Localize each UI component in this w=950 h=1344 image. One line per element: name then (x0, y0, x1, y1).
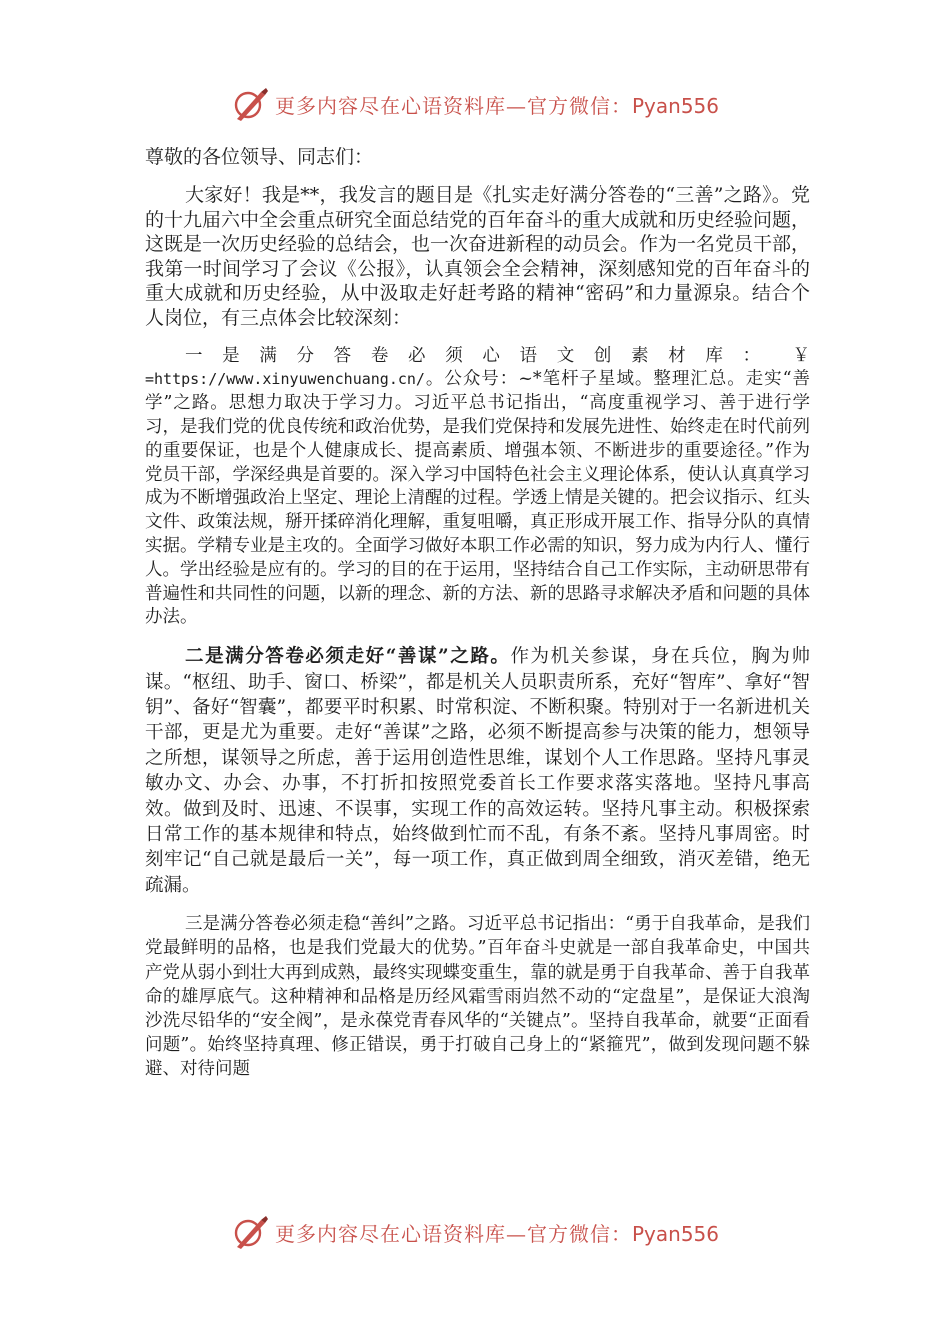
banner-text: 更多内容尽在心语资料库—官方微信：Pyan556 (274, 1221, 719, 1246)
paragraph-intro: 大家好！我是**，我发言的题目是《扎实走好满分答卷的“三善”之路》。党的十九届六中全会重点研究全面总结党的百年奋斗的重大成就和历史经验问题，这既是一次历史经验的总结会，也一次奋进新程的动员会。作为一名党员干部，我第一时间学习了会议《公报》，认真领会全会精神，深刻感知党的百年奋斗的重大成就和历史经验，从中汲取走好赶考路的精神“密码”和力量源泉。结合个人岗位，有三点体会比较深刻： (145, 184, 811, 329)
footer-banner (0, 1212, 950, 1252)
currency-symbol: ￥ (779, 345, 810, 366)
paragraph-two (145, 644, 810, 898)
wechat-id: Pyan556 (631, 1221, 719, 1246)
paragraph-three: 三是满分答卷必须走稳“善纠”之路。习近平总书记指出：“勇于自我革命，是我们党最鲜明的品格，也是我们党最大的优势。”百年奋斗史就是一部自我革命史，中国共产党从弱小到壮大再到成熟，最终实现蝶变重生，靠的就是勇于自我革命、善于自我革命的雄厚底气。这种精神和品格是历经风霜雪雨岿然不动的“定盘星”，是保证大浪淘沙洗尽铅华的“安全阀”，是永葆党青春风华的“关键点”。坚持自我革命，就要“正面看问题”。始终坚持真理、修正错误，勇于打破自己身上的“紧箍咒”，做到发现问题不躲避、对待问题 (145, 914, 810, 1080)
paragraph-one (145, 345, 810, 631)
pen-circle-logo-icon (231, 86, 271, 122)
header-banner (0, 84, 950, 124)
url-part-b: www.xinyuwenchuang.cn/ (226, 370, 425, 389)
greeting: 尊敬的各位领导、同志们： (145, 146, 374, 168)
banner-text: 更多内容尽在心语资料库—官方微信：Pyan556 (274, 93, 719, 118)
paragraph-two-heading: 二是满分答卷必须走好“善谋”之路。 (185, 646, 511, 668)
paragraph-two-text: 作为机关参谋，身在兵位，胸为帅谋。“枢纽、助手、窗口、桥梁”，都是机关人员职责所系，充好“智库”、拿好“智钥”、备好“智囊”，都要平时积累、时常积淀、不断积聚。特别对于一名新进机关干部，更是尤为重要。走好“善谋”之路，必须不断提高参与决策的能力，想领导之所想，谋领导之所虑，善于运用创造性思维，谋划个人工作思路。坚持凡事灵敏办文、办会、办事，不打折扣按照党委首长工作要求落实落地。坚持凡事高效。做到及时、迅速、不误事，实现工作的高效运转。坚持凡事主动。积极探索日常工作的基本规律和特点，始终做到忙而不乱，有条不紊。坚持凡事周密。时刻牢记“自己就是最后一关”，每一项工作，真正做到周全细致，消灭差错，绝无疏漏。 (145, 646, 810, 896)
wechat-id: Pyan556 (631, 93, 719, 118)
paragraph-one-text: 。公众号：~*笔杆子星域。整理汇总。走实“善学”之路。思想力取决于学习力。习近平总书记指出，“高度重视学习、善于进行学习，是我们党的优良传统和政治优势，是我们党保持和发展先进性、始终走在时代前列的重要保证，也是个人健康成长、提高素质、增强本领、不断进步的重要途径。”作为党员干部，学深经典是首要的。深入学习中国特色社会主义理论体系，使认认真真学习成为不断增强政治上坚定、理论上清醒的过程。学透上情是关键的。把会议指示、红头文件、政策法规，掰开揉碎消化理解，重复咀嚼，真正形成开展工作、指导分队的真情实据。学精专业是主攻的。全面学习做好本职工作必需的知识，努力成为内行人、懂行人。学出经验是应有的。学习的目的在于运用，坚持结合自己工作实际，主动研思带有普遍性和共同性的问题，以新的理念、新的方法、新的思路寻求解决矛盾和问题的具体办法。 (145, 369, 810, 628)
pen-circle-logo-icon (231, 1214, 271, 1250)
document-body (145, 144, 810, 1082)
url-part-a: =https:// (145, 370, 227, 389)
paragraph-one-heading: 一是满分答卷必须心语文创素材库： (185, 345, 780, 366)
